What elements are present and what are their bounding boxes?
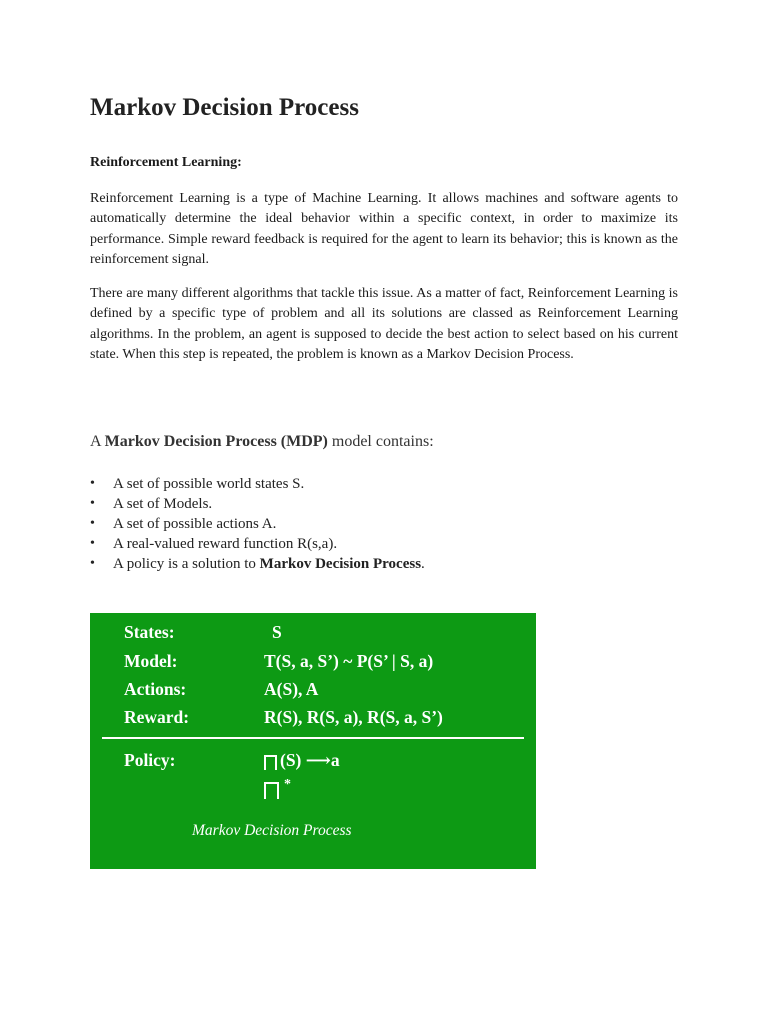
bullet-icon: • — [90, 476, 95, 491]
list-item-text: A set of Models. — [113, 496, 213, 512]
bullet-icon: • — [90, 516, 95, 531]
figure-row-label: Model: — [124, 651, 178, 671]
figure-row-label: States: — [124, 622, 175, 642]
paragraph-algorithms: There are many different algorithms that tackle this issue. As a matter of fact, Reinforcement Learning is defined by a specific type of problem and all its solutions are classed as Reinforcement Learning algorithms. In the problem, an agent is supposed to decide the best action to select based on his current state. When this step is repeated, the problem is known as a Markov Decision Process. — [90, 286, 678, 362]
list-item — [90, 554, 425, 574]
bullet-icon: • — [90, 556, 95, 571]
section-subheading: Reinforcement Learning: — [90, 155, 242, 170]
figure-row-label: Actions: — [124, 679, 187, 699]
bullet-icon: • — [90, 536, 95, 551]
figure-row-value: S — [272, 622, 282, 642]
figure-row-value: T(S, a, S’) ~ P(S’ | S, a) — [264, 651, 434, 671]
figure-row-value: A(S), A — [264, 679, 319, 699]
figure-row-model — [90, 651, 536, 675]
list-item-suffix: . — [421, 556, 425, 572]
figure-row-reward — [90, 707, 536, 731]
paragraph-intro: Reinforcement Learning is a type of Machine Learning. It allows machines and software agents to automatically determine the ideal behavior within a specific context, in order to maximize its performance. Simple reward feedback is required for the agent to learn its behavior; this is known as the reinforcement signal. — [90, 191, 678, 267]
policy-value: (S) ⟶a — [280, 750, 340, 770]
figure-row-value: R(S), R(S, a), R(S, a, S’) — [264, 707, 443, 727]
pi-product-icon — [264, 782, 279, 799]
figure-row-label: Reward: — [124, 707, 190, 727]
mdp-intro-bold: Markov Decision Process (MDP) — [104, 433, 328, 450]
list-item — [90, 534, 425, 554]
bullet-icon: • — [90, 496, 95, 511]
list-item-bold: Markov Decision Process — [259, 556, 422, 572]
figure-row-label: Policy: — [124, 750, 176, 770]
list-item-text: A set of possible actions A. — [113, 516, 277, 532]
pi-product-icon — [264, 755, 277, 770]
figure-row-policy — [90, 750, 536, 774]
figure-caption: Markov Decision Process — [192, 822, 352, 839]
mdp-components-list — [90, 474, 425, 574]
list-item-text: A real-valued reward function R(s,a). — [113, 536, 338, 552]
figure-divider — [102, 737, 524, 739]
list-item — [90, 514, 425, 534]
mdp-intro-suffix: model contains: — [327, 433, 434, 450]
policy-expression — [264, 750, 340, 771]
figure-row-states — [90, 622, 536, 646]
mdp-summary-figure — [90, 613, 536, 869]
list-item-text: A policy is a solution to — [113, 556, 260, 572]
mdp-intro-line — [90, 433, 434, 451]
optimal-policy-symbol — [264, 777, 291, 794]
figure-row-actions — [90, 679, 536, 703]
page-title: Markov Decision Process — [90, 94, 359, 121]
mdp-intro-prefix: A — [90, 433, 105, 450]
list-item — [90, 474, 425, 494]
optimal-star: * — [284, 777, 291, 792]
list-item-text: A set of possible world states S. — [113, 476, 305, 492]
list-item — [90, 494, 425, 514]
